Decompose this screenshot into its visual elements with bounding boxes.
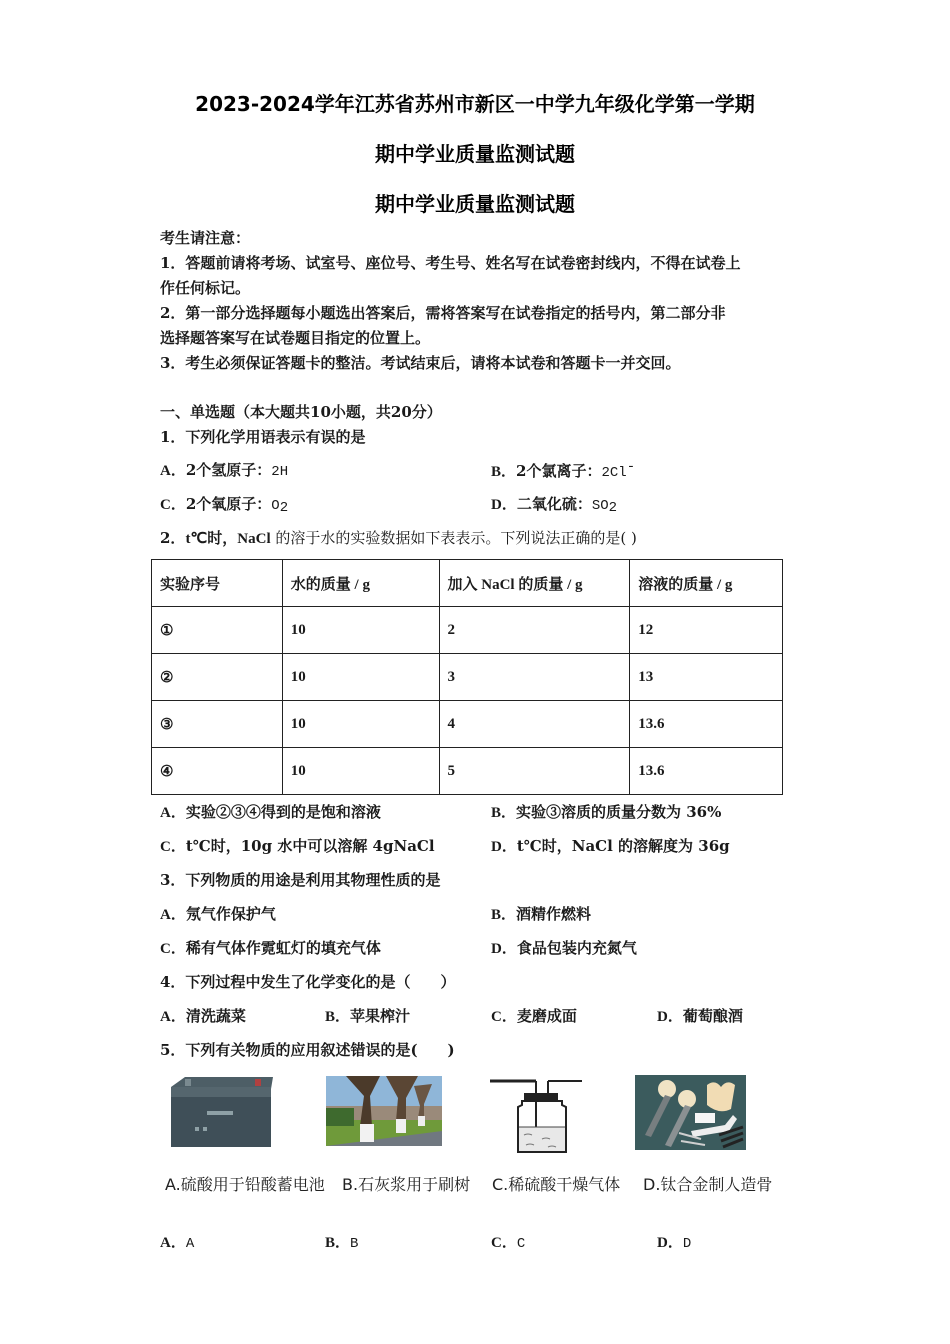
option-label: D． [657, 1009, 683, 1025]
question-1-option-c[interactable] [160, 493, 288, 516]
formula-subscript: 2 [608, 500, 618, 516]
question-5-option-d[interactable] [657, 1231, 691, 1252]
option-label: D． [491, 941, 517, 957]
question-1-option-a[interactable] [160, 459, 288, 480]
option-text: 葡萄酿酒 [682, 1007, 743, 1025]
table-cell: 4 [439, 701, 630, 748]
table-row [152, 607, 783, 654]
question-2-option-a[interactable] [160, 801, 381, 822]
option-text: C [516, 1236, 526, 1252]
notice-item-1-cont: 作任何标记。 [160, 279, 251, 297]
whitewashed-trees-image [326, 1076, 442, 1146]
chemical-formula: 2Cl [601, 465, 627, 481]
option-label: C． [160, 941, 186, 957]
table-cell: 13 [630, 654, 783, 701]
question-5-stem: 5．下列有关物质的应用叙述错误的是( ) [160, 1041, 455, 1059]
compound-nacl: NaCl [237, 531, 271, 547]
question-4-option-c[interactable] [491, 1005, 577, 1026]
question-5-option-a[interactable] [160, 1231, 194, 1252]
option-label: D． [491, 839, 517, 855]
option-label: D． [657, 1235, 683, 1251]
option-label: B． [325, 1235, 351, 1251]
question-1-stem: 1．下列化学用语表示有误的是 [160, 428, 366, 446]
question-4-option-a[interactable] [160, 1005, 246, 1026]
table-cell: 10 [282, 748, 439, 795]
option-text: 2个氧原子： [185, 495, 272, 513]
option-label: A． [160, 805, 186, 821]
exam-title-line3: 期中学业质量监测试题 [375, 192, 575, 216]
question-2-option-d[interactable] [491, 835, 730, 856]
option-text: 氖气作保护气 [185, 905, 276, 923]
section-heading: 一、单选题（本大题共10小题，共20分） [160, 403, 442, 421]
option-text: 稀有气体作霓虹灯的填充气体 [185, 939, 381, 957]
table-row [152, 654, 783, 701]
table-header-cell: 实验序号 [152, 560, 283, 607]
question-1-option-d[interactable] [491, 493, 617, 516]
chemical-formula: SO [591, 498, 609, 514]
table-cell: 13.6 [630, 701, 783, 748]
option-text: t℃时，NaCl 的溶解度为 36g [516, 837, 730, 855]
table-cell: ④ [152, 748, 283, 795]
table-cell: 10 [282, 701, 439, 748]
option-label: B． [491, 464, 517, 480]
option-text: 麦磨成面 [516, 1007, 577, 1025]
option-text: A [185, 1236, 195, 1252]
table-header-cell: 加入 NaCl 的质量 / g [439, 560, 630, 607]
notice-item-3: 3．考生必须保证答题卡的整洁。考试结束后，请将本试卷和答题卡一并交回。 [160, 354, 681, 372]
option-text: 二氧化硫： [516, 495, 592, 513]
question-3-option-d[interactable] [491, 937, 637, 958]
question-3-stem: 3．下列物质的用途是利用其物理性质的是 [160, 871, 441, 889]
table-cell: ③ [152, 701, 283, 748]
option-label: A． [160, 1235, 186, 1251]
temperature: t℃ [185, 531, 208, 547]
option-text: t℃时，10g 水中可以溶解 4gNaCl [185, 837, 435, 855]
chemical-formula: O [271, 498, 280, 514]
option-label: D． [491, 497, 517, 513]
option-label: C． [491, 1009, 517, 1025]
question-3-option-b[interactable] [491, 903, 591, 924]
question-2-stem [160, 527, 637, 548]
option-text: 实验②③④得到的是饱和溶液 [185, 803, 381, 821]
table-header-row [152, 560, 783, 607]
option-text: 清洗蔬菜 [185, 1007, 246, 1025]
table-cell: 13.6 [630, 748, 783, 795]
chemical-formula: 2H [271, 464, 289, 480]
question-number: 2． [160, 529, 186, 547]
table-cell: ① [152, 607, 283, 654]
option-label: C． [160, 839, 186, 855]
exam-title-line1: 2023-2024学年江苏省苏州市新区一中学九年级化学第一学期 [195, 92, 755, 116]
option-text: B [350, 1236, 359, 1252]
notice-item-1: 1．答题前请将考场、试室号、座位号、考生号、姓名写在试卷密封线内，不得在试卷上 [160, 254, 741, 272]
notice-item-2-cont: 选择题答案写在试卷题目指定的位置上。 [160, 329, 431, 347]
table-cell: ② [152, 654, 283, 701]
question-5-option-c[interactable] [491, 1231, 525, 1252]
question-4-option-d[interactable] [657, 1005, 743, 1026]
option-label: B． [325, 1009, 351, 1025]
table-cell: 10 [282, 654, 439, 701]
notice-item-2: 2．第一部分选择题每小题选出答案后，需将答案写在试卷指定的括号内，第二部分非 [160, 304, 726, 322]
question-4-stem: 4．下列过程中发生了化学变化的是（ ） [160, 973, 456, 991]
question-4-option-b[interactable] [325, 1005, 410, 1026]
option-label: B． [491, 805, 517, 821]
option-label: C． [160, 497, 186, 513]
notice-heading: 考生请注意： [160, 229, 251, 247]
exam-title-line2: 期中学业质量监测试题 [375, 142, 575, 166]
option-label: A． [160, 1009, 186, 1025]
question-2-option-c[interactable] [160, 835, 435, 856]
option-text: 实验③溶质的质量分数为 36% [516, 803, 722, 821]
option-text: 食品包装内充氮气 [516, 939, 637, 957]
question-3-option-a[interactable] [160, 903, 276, 924]
option-label: C． [491, 1235, 517, 1251]
figure-caption-b: B.石灰浆用于刷树 [342, 1175, 471, 1194]
figure-caption-d: D.钛合金制人造骨 [643, 1175, 773, 1194]
formula-subscript: 2 [279, 500, 289, 516]
table-cell: 5 [439, 748, 630, 795]
table-cell: 3 [439, 654, 630, 701]
table-cell: 10 [282, 607, 439, 654]
gas-washing-bottle-image [486, 1075, 586, 1155]
table-header-cell: 溶液的质量 / g [630, 560, 783, 607]
question-3-option-c[interactable] [160, 937, 381, 958]
figure-caption-a: A.硫酸用于铅酸蓄电池 [165, 1175, 325, 1194]
question-5-option-b[interactable] [325, 1231, 358, 1252]
lead-acid-battery-image [165, 1075, 277, 1150]
question-2-option-b[interactable] [491, 801, 721, 822]
option-text: 2个氢原子： [185, 461, 272, 479]
nacl-data-table [151, 559, 783, 795]
charge-superscript: - [626, 459, 636, 475]
question-1-option-b[interactable] [491, 459, 635, 481]
table-row [152, 748, 783, 795]
option-text: 酒精作燃料 [516, 905, 592, 923]
option-label: B． [491, 907, 517, 923]
table-cell: 2 [439, 607, 630, 654]
option-label: A． [160, 463, 186, 479]
option-text: 苹果榨汁 [350, 1007, 411, 1025]
titanium-artificial-bones-image [635, 1075, 746, 1150]
option-label: A． [160, 907, 186, 923]
table-cell: 12 [630, 607, 783, 654]
option-text: D [682, 1236, 692, 1252]
stem-text: 时， [207, 529, 238, 547]
option-text: 2个氯离子： [516, 462, 602, 480]
table-header-cell: 水的质量 / g [282, 560, 439, 607]
figure-caption-c: C.稀硫酸干燥气体 [492, 1175, 621, 1194]
stem-text: 的溶于水的实验数据如下表表示。下列说法正确的是( ) [270, 529, 637, 547]
table-row [152, 701, 783, 748]
